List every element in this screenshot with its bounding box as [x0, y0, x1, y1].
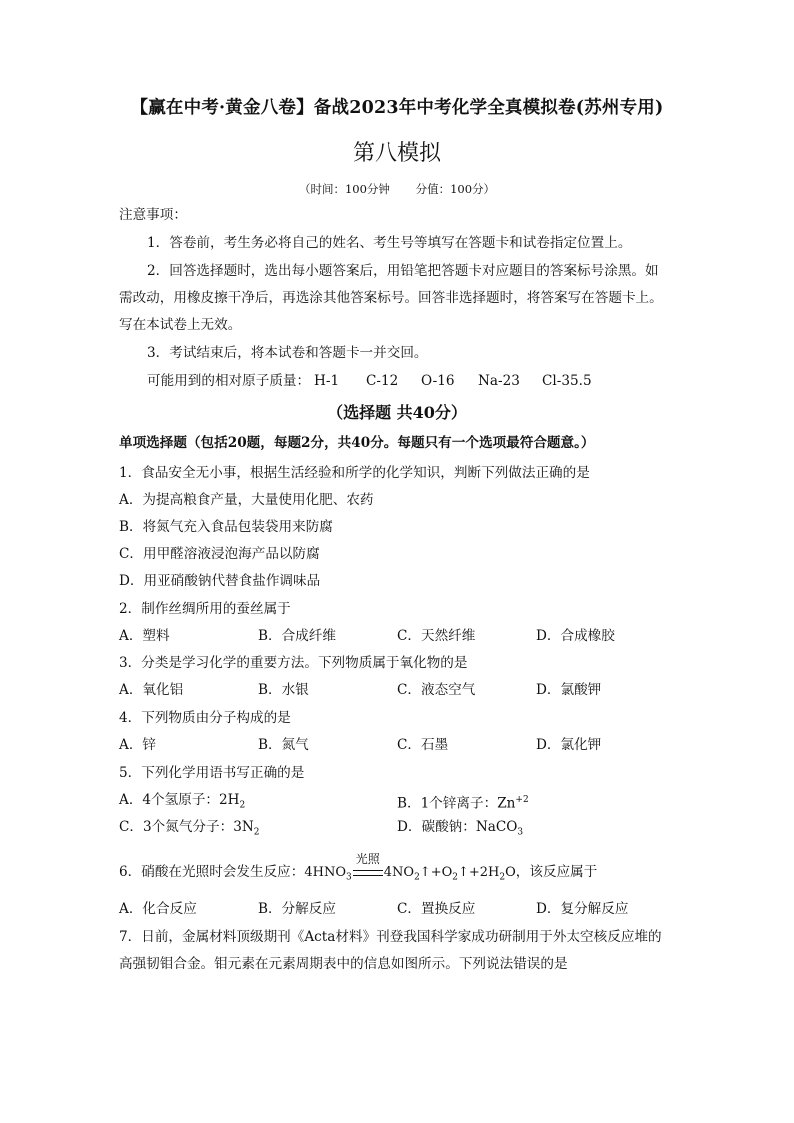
q1-option-d: D．用亚硝酸钠代替食盐作调味品 [119, 573, 321, 589]
q1-option-a: A．为提高粮食产量，大量使用化肥、农药 [119, 492, 374, 508]
q1-option-c: C．用甲醛溶液浸泡海产品以防腐 [119, 546, 320, 562]
section-title: （选择题 共40分） [327, 403, 467, 422]
q4-option-a: A．锌 [119, 737, 157, 753]
notice-item-3: 3．考试结束后，将本试卷和答题卡一并交回。 [147, 345, 428, 361]
atomic-mass-line [147, 372, 310, 390]
exam-subtitle: 第八模拟 [352, 141, 441, 166]
q3-option-c: C．液态空气 [397, 682, 476, 698]
q2-option-b: B．合成纤维 [258, 628, 336, 644]
q7-stem-line-2: 高强韧钼合金。钼元素在元素周期表中的信息如图所示。下列说法错误的是 [119, 956, 568, 972]
atomic-mass-label: 可能用到的相对原子质量： [147, 373, 311, 389]
q6-option-a: A．化合反应 [119, 901, 197, 917]
q2-option-d: D．合成橡胶 [536, 628, 615, 644]
q2-option-a: A．塑料 [119, 628, 170, 644]
q6-option-c: C．置换反应 [397, 901, 476, 917]
q1-option-b: B．将氮气充入食品包装袋用来防腐 [119, 519, 333, 535]
q1-stem: 1．食品安全无小事，根据生活经验和所学的化学知识，判断下列做法正确的是 [119, 465, 590, 481]
q3-option-d: D．氯酸钾 [536, 682, 602, 698]
q5-option-d: D．碳酸钠：NaCO$_3$ [397, 819, 524, 838]
q3-stem: 3．分类是学习化学的重要方法。下列物质属于氧化物的是 [119, 655, 468, 671]
q5-option-a: A．4个氢原子：$2H_2$ [119, 792, 246, 811]
notice-item-2-line-3: 写在本试卷上无效。 [119, 317, 242, 333]
q2-option-c: C．天然纤维 [397, 628, 476, 644]
q5-option-b: B．1个锌离子：$Zn^{+2}$ [397, 795, 529, 812]
q7-stem-line-1: 7．日前，金属材料顶级期刊《Acta材料》刊登我国科学家成功研制用于外太空核反应堆的 [119, 929, 662, 945]
q6-option-d: D．复分解反应 [536, 901, 629, 917]
q3-option-b: B．水银 [258, 682, 309, 698]
atomic-cl: Cl-35.5 [542, 373, 592, 389]
q4-stem: 4．下列物质由分子构成的是 [119, 710, 291, 726]
atomic-o: O-16 [421, 373, 455, 389]
atomic-c: C-12 [366, 373, 399, 389]
exam-meta [0, 181, 794, 197]
reaction-condition: 光照 [353, 865, 383, 880]
exam-score: 分值：100分） [415, 182, 496, 196]
notice-label: 注意事项： [119, 207, 187, 223]
atomic-h: H-1 [314, 373, 340, 389]
q5-stem: 5．下列化学用语书写正确的是 [119, 765, 305, 781]
q6-option-b: B．分解反应 [258, 901, 336, 917]
q5-option-c: C．3个氮气分子：$3N_2$ [119, 819, 260, 838]
q6-stem: 6．硝酸在光照时会发生反应：$4HNO_3$ 光照 $4NO_2↑+O_2↑+2H_2O$，该反应属于 [119, 852, 598, 883]
notice-item-2-line-1: 2．回答选择题时，选出每小题答案后，用铅笔把答题卡对应题目的答案标号涂黑。如 [147, 263, 659, 279]
q4-option-b: B．氮气 [258, 737, 309, 753]
exam-title: 【赢在中考·黄金八卷】备战2023年中考化学全真模拟卷(苏州专用) [130, 98, 664, 118]
atomic-na: Na-23 [478, 373, 520, 389]
q2-stem: 2．制作丝绸所用的蚕丝属于 [119, 601, 291, 617]
section-instruction: 单项选择题（包括20题，每题2分，共40分。每题只有一个选项最符合题意。） [119, 435, 595, 451]
notice-item-2-line-2: 需改动，用橡皮擦干净后，再选涂其他答案标号。回答非选择题时，将答案写在答题卡上。 [119, 290, 663, 306]
q4-option-d: D．氯化钾 [536, 737, 602, 753]
q4-option-c: C．石墨 [397, 737, 449, 753]
notice-item-1: 1．答卷前，考生务必将自己的姓名、考生号等填写在答题卡和试卷指定位置上。 [147, 235, 632, 251]
q3-option-a: A．氧化铝 [119, 682, 184, 698]
exam-time: （时间：100分钟 [298, 182, 390, 196]
